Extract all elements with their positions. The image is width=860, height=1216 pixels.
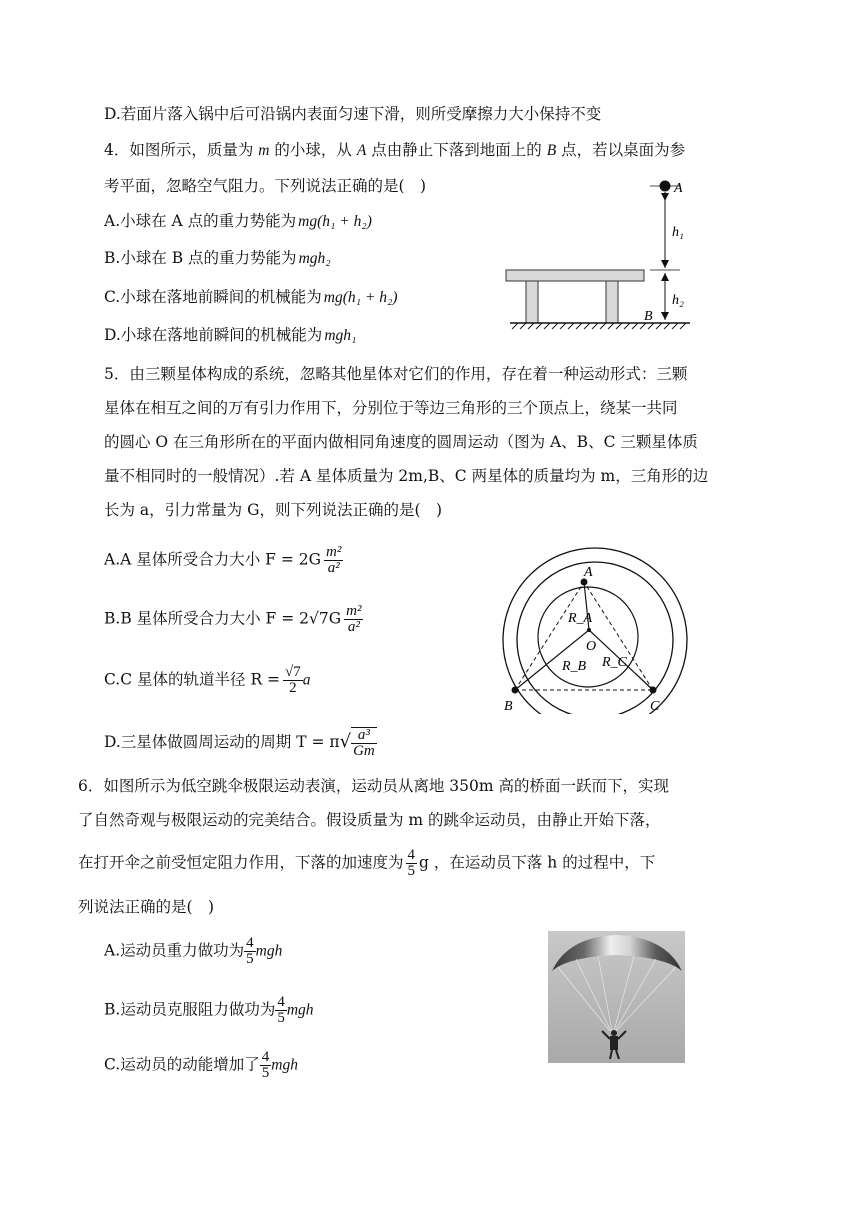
q4-option-b: B.小球在 B 点的重力势能为 mgh₂: [104, 249, 331, 267]
q3-option-d: D.若面片落入锅中后可沿锅内表面匀速下滑，则所受摩擦力大小保持不变: [104, 105, 602, 123]
q4-option-c: C.小球在落地前瞬间的机械能为 mg(h₁ + h₂): [104, 288, 398, 306]
three-star-figure: [498, 530, 702, 714]
q5-option-d: D.三星体做圆周运动的周期 T = π√ $\frac{\text{a³}}{Gm}$: [104, 727, 375, 759]
q5-option-b: B.B 星体所受合力大小 F = 2√7G $\frac{\text{m²}}{\text{a²}}$: [104, 603, 362, 635]
label-center-o: O: [586, 639, 597, 654]
table-ball-figure: [500, 176, 710, 334]
q5-stem-line1: 5．由三颗星体构成的系统，忽略其他星体对它们的作用，存在着一种运动形式：三颗: [104, 365, 688, 383]
q6-stem-line2: 了自然奇观与极限运动的完美结合。假设质量为 m 的跳伞运动员，由静止开始下落，: [78, 811, 661, 829]
label-b: B: [644, 309, 653, 324]
q6-stem-line4: 列说法正确的是( ): [78, 898, 215, 916]
q5-stem-line5: 长为 a，引力常量为 G，则下列说法正确的是( ): [104, 501, 443, 519]
star-c-icon: [650, 687, 657, 694]
label-rb: R_B: [562, 659, 587, 674]
label-h1: h₁: [672, 225, 684, 240]
q4-option-a: A.小球在 A 点的重力势能为 mg(h₁ + h₂): [104, 212, 372, 230]
q6-option-a: A.运动员重力做功为 $\frac{4}{5}$ mgh: [104, 935, 283, 967]
q4-option-d: D.小球在落地前瞬间的机械能为 mgh₁: [104, 326, 357, 344]
label-a: A: [674, 181, 683, 196]
q6-option-c: C.运动员的动能增加了 $\frac{4}{5}$ mgh: [104, 1049, 298, 1081]
parachute-photo: [548, 931, 685, 1063]
label-ra: R_A: [568, 611, 593, 626]
q6-stem-line3: 在打开伞之前受恒定阻力作用，下落的加速度为 $\frac{4}{5}$ g ，在运动员下落 h 的过程中，下: [78, 847, 656, 879]
q5-option-a: A.A 星体所受合力大小 F = 2G $\frac{\text{m²}}{\text{a²}}$: [104, 544, 342, 576]
q4-stem-line1: 4．如图所示，质量为 m 的小球，从 A 点由静止下落到地面上的 B 点，若以桌面为参: [104, 141, 686, 159]
label-star-c: C: [650, 699, 660, 714]
q5-option-c: C.C 星体的轨道半径 R = $\frac{√7}{2}$ a: [104, 664, 311, 696]
skydiver-icon: [611, 1030, 617, 1036]
q4-stem-line2: 考平面，忽略空气阻力。下列说法正确的是( ): [104, 177, 427, 195]
star-b-icon: [512, 687, 519, 694]
q5-stem-line4: 量不相同时的一般情况）.若 A 星体质量为 2m,B、C 两星体的质量均为 m，三角形的边: [104, 467, 709, 485]
q6-option-b: B.运动员克服阻力做功为 $\frac{4}{5}$ mgh: [104, 994, 314, 1026]
label-h2: h₂: [672, 293, 684, 308]
label-star-b: B: [504, 699, 513, 714]
label-rc: R_C: [602, 655, 627, 670]
q5-stem-line3: 的圆心 O 在三角形所在的平面内做相同角速度的圆周运动（图为 A、B、C 三颗星体质: [104, 433, 698, 451]
q6-stem-line1: 6．如图所示为低空跳伞极限运动表演，运动员从离地 350m 高的桥面一跃而下，实现: [78, 777, 670, 795]
q5-stem-line2: 星体在相互之间的万有引力作用下，分别位于等边三角形的三个顶点上，绕某一共同: [104, 399, 678, 417]
label-star-a: A: [584, 565, 593, 580]
